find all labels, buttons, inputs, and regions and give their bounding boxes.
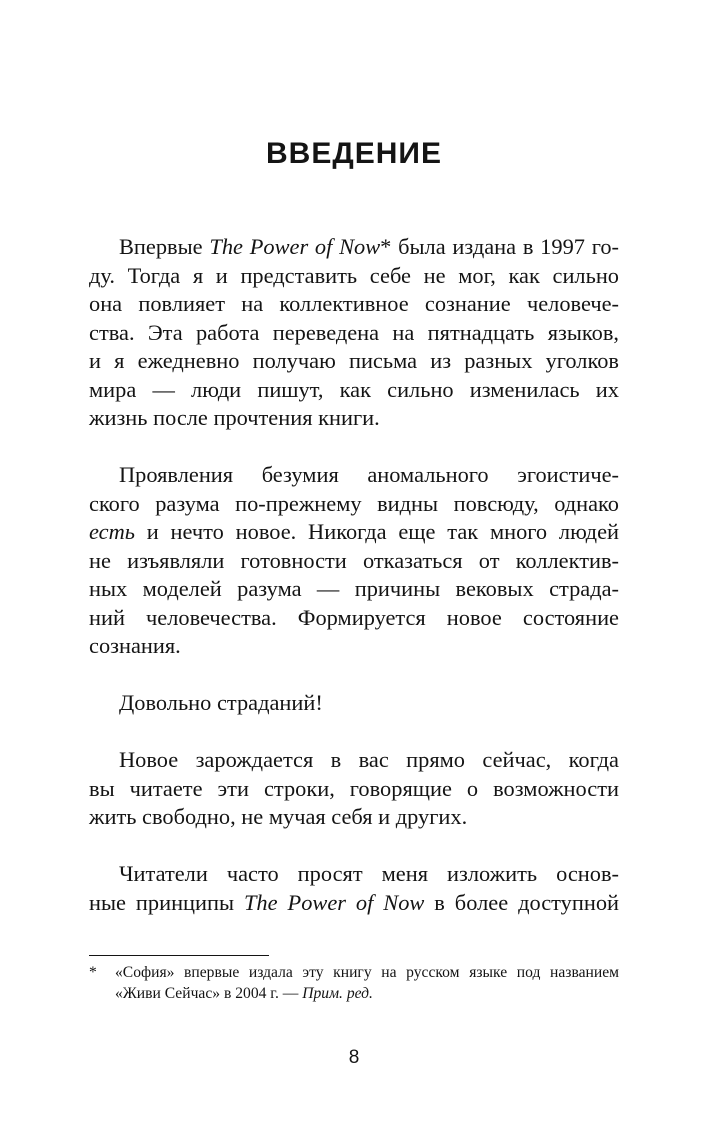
text-run: и нечто новое. Никогда еще так много людей	[134, 519, 619, 544]
paragraph	[89, 461, 619, 661]
text-run: * была издана в 1997 го-	[380, 234, 619, 259]
text-run: ний человечества. Формируется новое состояние	[89, 604, 619, 630]
text-line	[89, 518, 619, 547]
text-run: ду. Тогда я и представить себе не мог, как сильно	[89, 262, 619, 288]
text-run: сознания.	[89, 633, 181, 658]
italic-run: The Power of Now	[243, 889, 425, 915]
text-run: жизнь после прочтения книги.	[89, 405, 380, 430]
text-line	[89, 233, 619, 262]
footnote-line	[89, 962, 619, 983]
text-run: в более доступной	[424, 889, 619, 915]
text-run: Довольно страданий!	[119, 690, 323, 715]
text-run: ского разума по-прежнему видны повсюду, однако	[89, 490, 619, 516]
italic-run: есть	[89, 519, 135, 544]
text-run: Впервые	[119, 234, 210, 259]
text-run: Новое зарождается в вас прямо сейчас, когда	[119, 747, 619, 772]
text-run: ных моделей разума — причины вековых страда-	[89, 576, 619, 601]
text-run: ные принципы	[89, 889, 244, 915]
page-number: 8	[348, 1047, 360, 1068]
paragraph	[89, 860, 619, 917]
text-line	[89, 461, 619, 490]
text-line	[89, 746, 619, 775]
paragraph	[89, 689, 619, 718]
footnote	[89, 962, 619, 1004]
footnote-divider	[89, 955, 269, 956]
text-line	[89, 889, 619, 918]
text-line	[89, 490, 619, 519]
text-line	[89, 632, 619, 661]
italic-run: The Power of Now	[209, 234, 381, 259]
text-run: «София» впервые издала эту книгу на русском языке под названием	[115, 964, 619, 981]
text-line	[89, 547, 619, 576]
chapter-heading: ВВЕДЕНИЕ	[266, 137, 442, 170]
text-run: Проявления безумия аномального эгоистиче-	[119, 462, 619, 487]
main-text	[89, 233, 619, 946]
text-run: «Живи Сейчас» в 2004 г. —	[115, 985, 303, 1002]
text-line	[89, 860, 619, 889]
paragraph	[89, 233, 619, 433]
italic-run: Прим. ред.	[302, 985, 373, 1002]
text-run: Читатели часто просят меня изложить основ-	[119, 861, 619, 886]
text-line	[89, 604, 619, 633]
text-line	[89, 290, 619, 319]
text-run: вы читаете эти строки, говорящие о возможности	[89, 775, 619, 801]
text-run: ства. Эта работа переведена на пятнадцать языков,	[89, 319, 619, 345]
text-line	[89, 347, 619, 376]
text-run: и я ежедневно получаю письма из разных уголков	[89, 348, 619, 373]
text-run: не изъявляли готовности отказаться от коллектив-	[89, 547, 619, 573]
text-line	[89, 404, 619, 433]
text-line	[89, 319, 619, 348]
footnote-marker: *	[89, 964, 97, 981]
text-run: она повлияет на коллективное сознание человече-	[89, 291, 619, 316]
text-line	[89, 376, 619, 405]
text-line	[89, 689, 619, 718]
text-line	[89, 262, 619, 291]
text-run: жить свободно, не мучая себя и других.	[89, 804, 468, 829]
text-run: мира — люди пишут, как сильно изменилась их	[89, 376, 619, 402]
paragraph	[89, 746, 619, 832]
text-line	[89, 575, 619, 604]
footnote-line	[89, 983, 619, 1004]
text-line	[89, 775, 619, 804]
text-line	[89, 803, 619, 832]
